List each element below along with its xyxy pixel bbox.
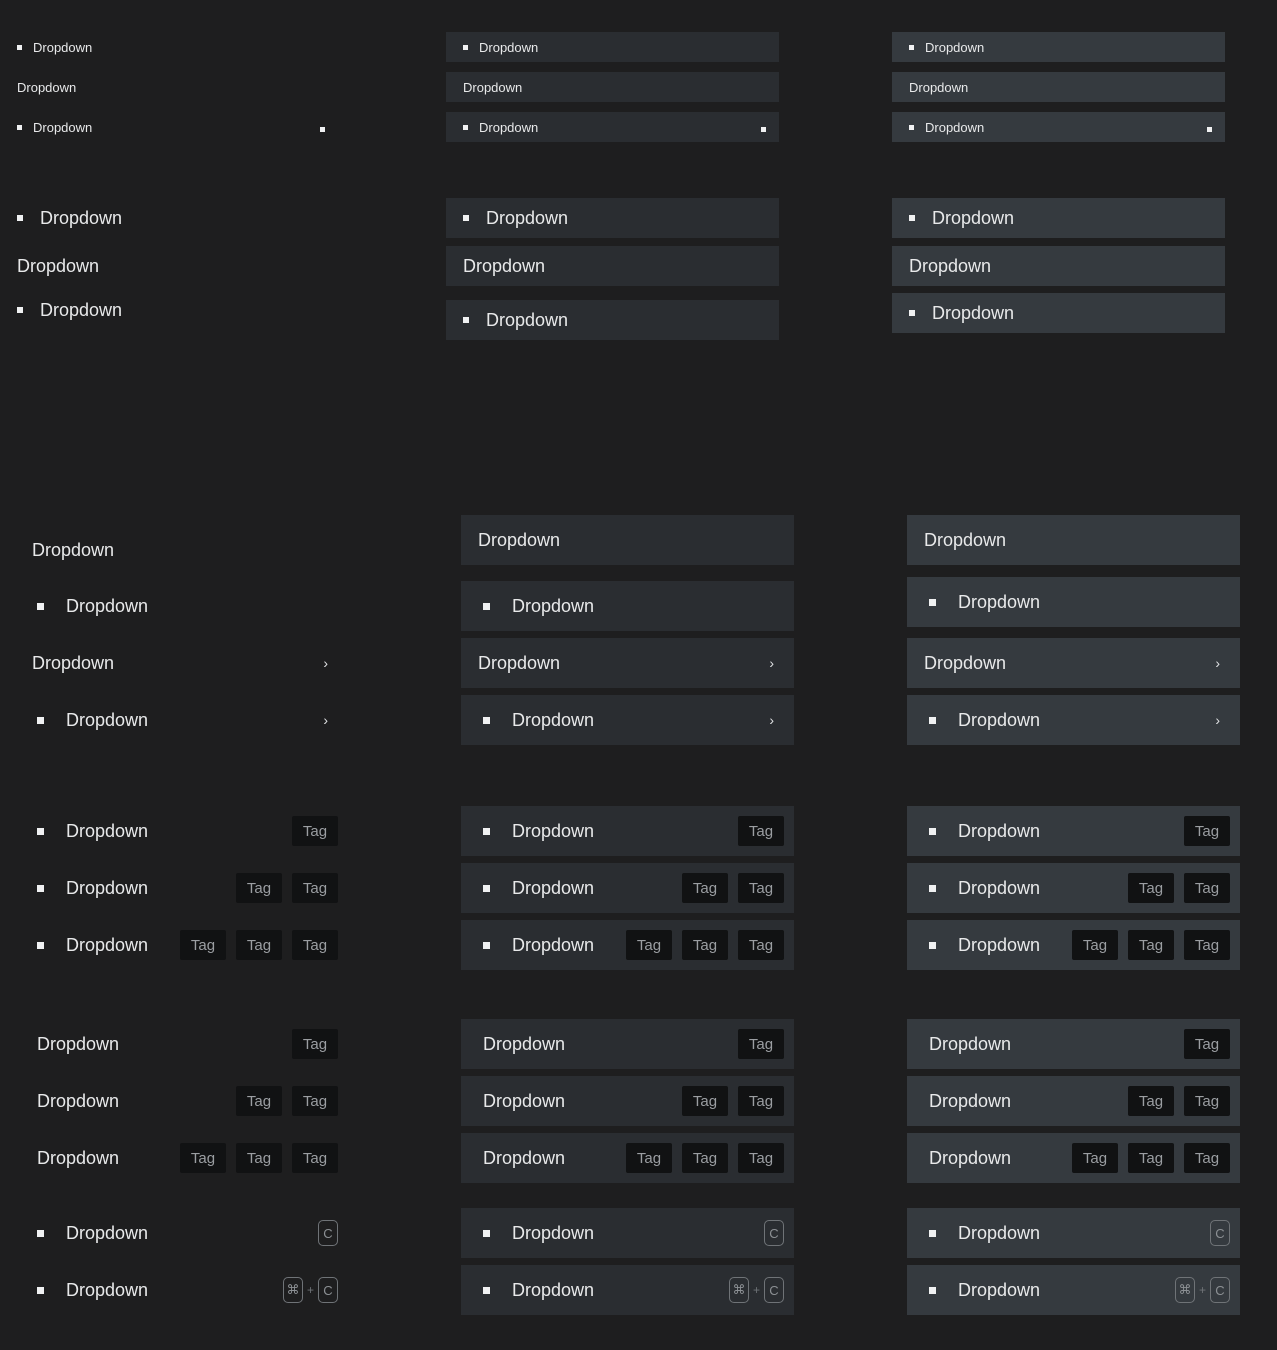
- tag-badge: Tag: [738, 1143, 784, 1173]
- tag-badge: Tag: [1072, 1143, 1118, 1173]
- item-label: Dropdown: [483, 1090, 566, 1111]
- dropdown-item-default[interactable]: [15, 806, 348, 856]
- tag-group: [616, 1143, 784, 1173]
- shortcut-plus: +: [752, 1283, 760, 1297]
- tag-badge: Tag: [738, 1029, 784, 1059]
- letter-key: C: [318, 1277, 338, 1303]
- dropdown-item-default[interactable]: [0, 112, 333, 142]
- item-label: Dropdown: [958, 1279, 1041, 1300]
- item-label: Dropdown: [958, 934, 1041, 955]
- item-square-icon: [17, 45, 22, 50]
- item-label: Dropdown: [32, 539, 115, 560]
- item-square-icon: [463, 215, 469, 221]
- item-label: Dropdown: [32, 652, 115, 673]
- item-square-icon: [37, 942, 44, 949]
- item-label: Dropdown: [512, 820, 595, 841]
- tag-badge: Tag: [682, 930, 728, 960]
- dropdown-item-active[interactable]: [892, 198, 1225, 238]
- dropdown-item-active[interactable]: [907, 638, 1240, 688]
- item-square-icon: [483, 828, 490, 835]
- item-label: Dropdown: [958, 709, 1041, 730]
- keyboard-shortcut: [1175, 1277, 1230, 1303]
- item-label: Dropdown: [512, 934, 595, 955]
- item-label: Dropdown: [924, 529, 1007, 550]
- tag-badge: Tag: [738, 1086, 784, 1116]
- dropdown-item-default[interactable]: [15, 1019, 348, 1069]
- dropdown-item-hover[interactable]: [461, 1076, 794, 1126]
- dropdown-item-hover[interactable]: [446, 112, 779, 142]
- dropdown-item-default[interactable]: [15, 1208, 348, 1258]
- letter-key: C: [318, 1220, 338, 1246]
- item-label: Dropdown: [479, 39, 539, 55]
- tag-badge: Tag: [738, 930, 784, 960]
- command-key-icon: ⌘: [283, 1277, 303, 1303]
- tag-badge: Tag: [682, 873, 728, 903]
- dropdown-item-hover[interactable]: [461, 695, 794, 745]
- item-square-icon: [37, 603, 44, 610]
- trailing-square-icon: [1207, 120, 1212, 135]
- item-label: Dropdown: [479, 119, 539, 135]
- letter-key: C: [1210, 1277, 1230, 1303]
- tag-badge: Tag: [236, 1143, 282, 1173]
- chevron-right-icon: ›: [323, 655, 328, 671]
- item-label: Dropdown: [512, 709, 595, 730]
- item-square-icon: [37, 1230, 44, 1237]
- letter-key: C: [1210, 1220, 1230, 1246]
- tag-group: [672, 1086, 784, 1116]
- item-square-icon: [929, 599, 936, 606]
- chevron-right-icon: ›: [769, 655, 774, 671]
- tag-group: [170, 1143, 338, 1173]
- tag-badge: Tag: [292, 930, 338, 960]
- item-square-icon: [37, 717, 44, 724]
- dropdown-item-default[interactable]: [15, 525, 348, 575]
- tag-badge: Tag: [292, 873, 338, 903]
- dropdown-item-active[interactable]: [892, 32, 1225, 62]
- item-label: Dropdown: [929, 1090, 1012, 1111]
- item-label: Dropdown: [932, 302, 1015, 323]
- item-label: Dropdown: [463, 255, 546, 276]
- dropdown-item-default[interactable]: [15, 863, 348, 913]
- tag-group: [1118, 1086, 1230, 1116]
- tag-badge: Tag: [626, 930, 672, 960]
- dropdown-item-active[interactable]: [907, 920, 1240, 970]
- item-label: Dropdown: [925, 119, 985, 135]
- dropdown-item-hover[interactable]: [461, 920, 794, 970]
- keyboard-shortcut: [1210, 1220, 1230, 1246]
- tag-badge: Tag: [1184, 1029, 1230, 1059]
- chevron-right-icon: ›: [1215, 712, 1220, 728]
- dropdown-item-hover[interactable]: [446, 246, 779, 286]
- item-label: Dropdown: [929, 1033, 1012, 1054]
- item-label: Dropdown: [932, 207, 1015, 228]
- dropdown-item-active[interactable]: [907, 515, 1240, 565]
- dropdown-item-default[interactable]: [15, 638, 348, 688]
- chevron-right-icon: ›: [323, 712, 328, 728]
- dropdown-item-default[interactable]: [15, 581, 348, 631]
- tag-group: [282, 816, 338, 846]
- tag-group: [1118, 873, 1230, 903]
- item-square-icon: [463, 317, 469, 323]
- item-label: Dropdown: [929, 1147, 1012, 1168]
- item-label: Dropdown: [486, 207, 569, 228]
- dropdown-item-hover[interactable]: [461, 638, 794, 688]
- item-label: Dropdown: [483, 1147, 566, 1168]
- tag-badge: Tag: [682, 1086, 728, 1116]
- dropdown-item-hover[interactable]: [446, 32, 779, 62]
- item-label: Dropdown: [66, 1222, 149, 1243]
- item-label: Dropdown: [958, 1222, 1041, 1243]
- dropdown-item-default[interactable]: [15, 695, 348, 745]
- command-key-icon: ⌘: [729, 1277, 749, 1303]
- dropdown-item-default[interactable]: [0, 246, 333, 286]
- chevron-right-icon: ›: [769, 712, 774, 728]
- tag-badge: Tag: [180, 930, 226, 960]
- item-label: Dropdown: [17, 79, 77, 95]
- dropdown-item-active[interactable]: [892, 112, 1225, 142]
- item-square-icon: [929, 1230, 936, 1237]
- keyboard-shortcut: [283, 1277, 338, 1303]
- dropdown-item-default[interactable]: [15, 1133, 348, 1183]
- item-square-icon: [929, 828, 936, 835]
- item-square-icon: [17, 125, 22, 130]
- item-label: Dropdown: [925, 39, 985, 55]
- item-label: Dropdown: [512, 1279, 595, 1300]
- dropdown-item-hover[interactable]: [461, 1208, 794, 1258]
- item-label: Dropdown: [66, 595, 149, 616]
- item-label: Dropdown: [512, 1222, 595, 1243]
- item-square-icon: [909, 125, 914, 130]
- tag-group: [170, 930, 338, 960]
- tag-badge: Tag: [626, 1143, 672, 1173]
- tag-group: [1174, 816, 1230, 846]
- tag-badge: Tag: [1128, 873, 1174, 903]
- item-square-icon: [483, 1230, 490, 1237]
- item-label: Dropdown: [33, 119, 93, 135]
- dropdown-item-default[interactable]: [15, 920, 348, 970]
- dropdown-item-hover[interactable]: [461, 863, 794, 913]
- tag-badge: Tag: [1072, 930, 1118, 960]
- tag-badge: Tag: [180, 1143, 226, 1173]
- dropdown-item-hover[interactable]: [446, 72, 779, 102]
- dropdown-item-default[interactable]: [0, 32, 333, 62]
- dropdown-item-default[interactable]: [0, 290, 333, 330]
- tag-group: [1062, 930, 1230, 960]
- item-square-icon: [483, 717, 490, 724]
- item-label: Dropdown: [463, 79, 523, 95]
- tag-group: [728, 1029, 784, 1059]
- tag-badge: Tag: [1184, 1143, 1230, 1173]
- dropdown-item-hover[interactable]: [461, 581, 794, 631]
- tag-badge: Tag: [292, 1143, 338, 1173]
- item-label: Dropdown: [40, 299, 123, 320]
- dropdown-item-default[interactable]: [0, 198, 333, 238]
- tag-badge: Tag: [738, 816, 784, 846]
- dropdown-item-hover[interactable]: [446, 300, 779, 340]
- item-square-icon: [929, 942, 936, 949]
- item-label: Dropdown: [512, 877, 595, 898]
- item-label: Dropdown: [483, 1033, 566, 1054]
- keyboard-shortcut: [764, 1220, 784, 1246]
- tag-group: [1062, 1143, 1230, 1173]
- item-label: Dropdown: [478, 652, 561, 673]
- item-square-icon: [483, 942, 490, 949]
- dropdown-item-active[interactable]: [907, 577, 1240, 627]
- dropdown-item-active[interactable]: [907, 1076, 1240, 1126]
- tag-group: [1174, 1029, 1230, 1059]
- tag-badge: Tag: [1184, 873, 1230, 903]
- item-square-icon: [17, 215, 23, 221]
- item-square-icon: [37, 885, 44, 892]
- item-square-icon: [37, 828, 44, 835]
- tag-group: [728, 816, 784, 846]
- dropdown-item-default[interactable]: [15, 1265, 348, 1315]
- dropdown-item-hover[interactable]: [446, 198, 779, 238]
- item-square-icon: [37, 1287, 44, 1294]
- dropdown-item-hover[interactable]: [461, 806, 794, 856]
- item-square-icon: [17, 307, 23, 313]
- trailing-square-icon: [761, 120, 766, 135]
- tag-badge: Tag: [236, 930, 282, 960]
- keyboard-shortcut: [318, 1220, 338, 1246]
- tag-group: [282, 1029, 338, 1059]
- item-label: Dropdown: [486, 309, 569, 330]
- dropdown-item-hover[interactable]: [461, 1019, 794, 1069]
- item-label: Dropdown: [17, 255, 100, 276]
- item-label: Dropdown: [958, 820, 1041, 841]
- dropdown-item-hover[interactable]: [461, 1133, 794, 1183]
- tag-group: [616, 930, 784, 960]
- tag-badge: Tag: [236, 1086, 282, 1116]
- tag-badge: Tag: [1128, 1086, 1174, 1116]
- tag-badge: Tag: [682, 1143, 728, 1173]
- item-square-icon: [909, 310, 915, 316]
- command-key-icon: ⌘: [1175, 1277, 1195, 1303]
- dropdown-item-active[interactable]: [892, 72, 1225, 102]
- item-square-icon: [929, 1287, 936, 1294]
- item-label: Dropdown: [924, 652, 1007, 673]
- item-label: Dropdown: [958, 591, 1041, 612]
- dropdown-item-active[interactable]: [907, 1265, 1240, 1315]
- dropdown-item-active[interactable]: [907, 1208, 1240, 1258]
- tag-group: [672, 873, 784, 903]
- trailing-square-icon: [320, 120, 325, 135]
- dropdown-item-active[interactable]: [892, 246, 1225, 286]
- shortcut-plus: +: [306, 1283, 314, 1297]
- tag-badge: Tag: [1128, 930, 1174, 960]
- item-label: Dropdown: [66, 877, 149, 898]
- item-square-icon: [909, 215, 915, 221]
- tag-badge: Tag: [738, 873, 784, 903]
- item-label: Dropdown: [66, 1279, 149, 1300]
- letter-key: C: [764, 1220, 784, 1246]
- dropdown-item-hover[interactable]: [461, 515, 794, 565]
- item-label: Dropdown: [40, 207, 123, 228]
- item-square-icon: [463, 125, 468, 130]
- tag-badge: Tag: [292, 816, 338, 846]
- item-square-icon: [483, 885, 490, 892]
- item-label: Dropdown: [37, 1147, 120, 1168]
- item-label: Dropdown: [478, 529, 561, 550]
- item-label: Dropdown: [37, 1033, 120, 1054]
- dropdown-item-active[interactable]: [907, 806, 1240, 856]
- item-square-icon: [929, 717, 936, 724]
- item-square-icon: [483, 1287, 490, 1294]
- shortcut-plus: +: [1198, 1283, 1206, 1297]
- dropdown-item-active[interactable]: [907, 1019, 1240, 1069]
- item-square-icon: [909, 45, 914, 50]
- keyboard-shortcut: [729, 1277, 784, 1303]
- item-label: Dropdown: [33, 39, 93, 55]
- item-square-icon: [929, 885, 936, 892]
- dropdown-item-default[interactable]: [0, 72, 333, 102]
- tag-badge: Tag: [292, 1086, 338, 1116]
- dropdown-item-hover[interactable]: [461, 1265, 794, 1315]
- item-label: Dropdown: [37, 1090, 120, 1111]
- item-label: Dropdown: [66, 934, 149, 955]
- dropdown-item-active[interactable]: [907, 695, 1240, 745]
- item-label: Dropdown: [909, 79, 969, 95]
- tag-badge: Tag: [1184, 816, 1230, 846]
- item-label: Dropdown: [909, 255, 992, 276]
- dropdown-item-active[interactable]: [892, 293, 1225, 333]
- tag-group: [226, 873, 338, 903]
- item-square-icon: [463, 45, 468, 50]
- dropdown-item-active[interactable]: [907, 863, 1240, 913]
- dropdown-item-active[interactable]: [907, 1133, 1240, 1183]
- item-label: Dropdown: [66, 709, 149, 730]
- tag-badge: Tag: [1184, 1086, 1230, 1116]
- item-label: Dropdown: [66, 820, 149, 841]
- tag-badge: Tag: [292, 1029, 338, 1059]
- chevron-right-icon: ›: [1215, 655, 1220, 671]
- tag-group: [226, 1086, 338, 1116]
- item-label: Dropdown: [512, 595, 595, 616]
- tag-badge: Tag: [1184, 930, 1230, 960]
- tag-badge: Tag: [236, 873, 282, 903]
- letter-key: C: [764, 1277, 784, 1303]
- item-square-icon: [483, 603, 490, 610]
- dropdown-item-default[interactable]: [15, 1076, 348, 1126]
- tag-badge: Tag: [1128, 1143, 1174, 1173]
- item-label: Dropdown: [958, 877, 1041, 898]
